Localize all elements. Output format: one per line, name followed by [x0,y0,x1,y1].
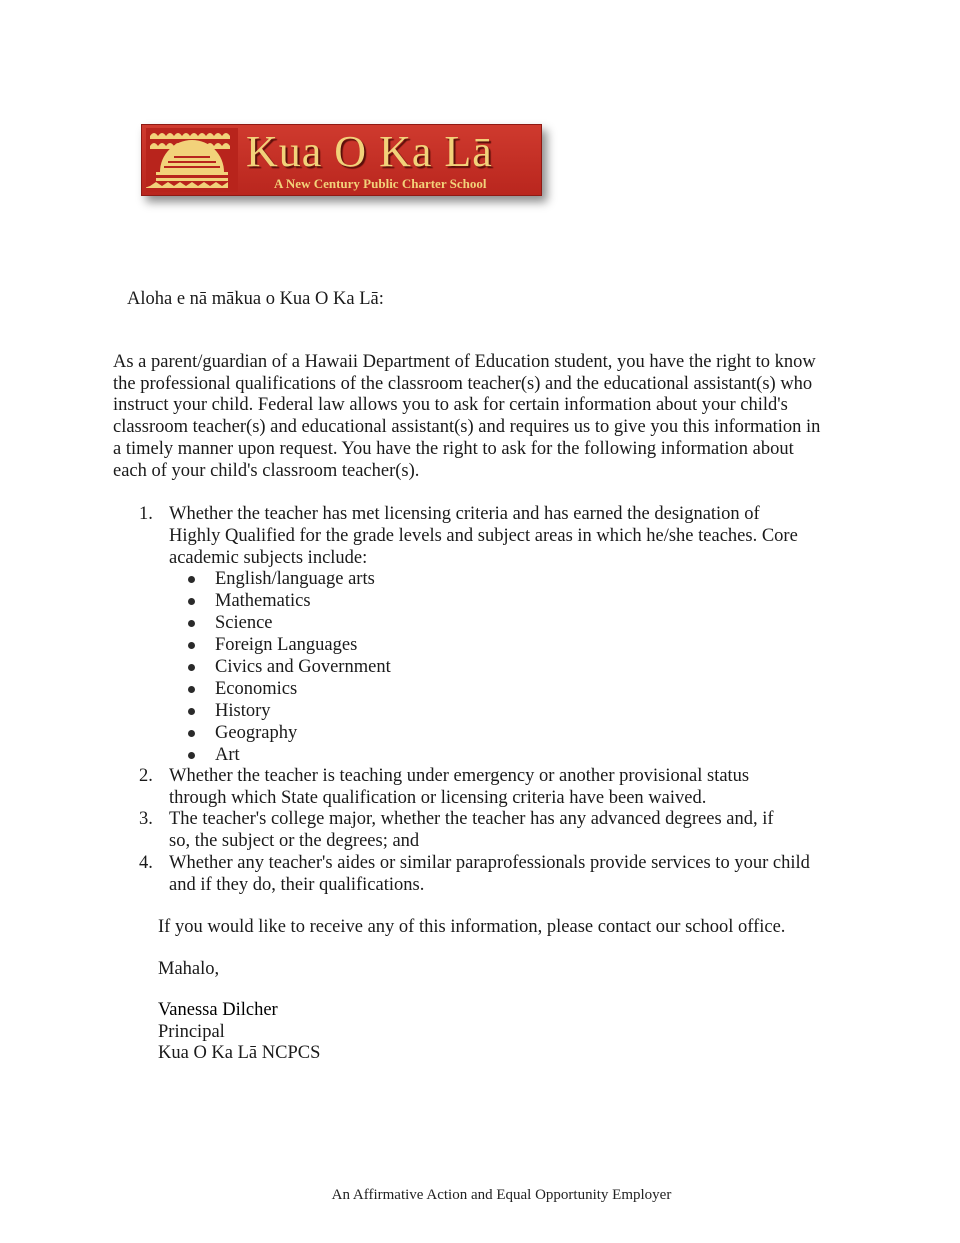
list-item-line: so, the subject or the degrees; and [169,830,420,851]
list-item-line: Whether any teacher's aides or similar paraprofessionals provide services to your child [169,853,810,873]
list-item-line: and if they do, their qualifications. [169,874,425,895]
greeting: Aloha e nā mākua o Kua O Ka Lā: [127,289,384,309]
list-number: 3. [139,809,153,829]
intro-line: each of your child's classroom teacher(s). [113,460,420,481]
list-item-line: through which State qualification or licensing criteria have been waived. [169,787,707,808]
list-item-line: Whether the teacher is teaching under emergency or another provisional status [169,766,750,786]
list-item-line: The teacher's college major, whether the teacher has any advanced degrees and, if [169,809,774,829]
list-item-line: academic subjects include: [169,547,368,568]
closing-sentence: If you would like to receive any of this information, please contact our school office. [158,917,786,937]
signoff: Mahalo, [158,959,220,979]
list-item-text [169,809,774,853]
bullet-icon [188,708,195,715]
school-logo [141,124,542,196]
subject-label: English/language arts [215,569,375,589]
intro-line: As a parent/guardian of a Hawaii Department of Education student, you have the right to know [113,352,816,372]
list-number: 1. [139,504,153,524]
subject-label: Mathematics [215,591,311,611]
logo-tagline: A New Century Public Charter School [274,176,487,191]
signature-block [158,1000,320,1065]
bullet-icon [188,642,195,649]
bullet-icon [188,620,195,627]
list-item-text [169,853,810,897]
list-number: 4. [139,853,153,873]
intro-line: a timely manner upon request. You have the right to ask for the following information about [113,438,794,459]
bullet-icon [188,730,195,737]
signatory-school: Kua O Ka Lā NCPCS [158,1043,321,1063]
logo-school-name: Kua O Ka Lā [246,127,493,176]
footer-statement: An Affirmative Action and Equal Opportunity Employer [331,1187,672,1203]
subject-label: Economics [215,679,298,699]
subject-label: Art [215,745,240,765]
intro-line: the professional qualifications of the classroom teacher(s) and the educational assistant(s) who [113,373,813,394]
subject-label: Geography [215,723,298,743]
bullet-icon [188,686,195,693]
subject-label: Science [215,613,273,633]
list-number: 2. [139,766,153,786]
intro-line: instruct your child. Federal law allows you to ask for certain information about your child's [113,395,788,416]
signatory-title: Principal [158,1021,225,1042]
subject-label: History [215,701,271,721]
rising-sun-emblem-icon [146,128,238,192]
list-item-line: Whether the teacher has met licensing criteria and has earned the designation of [169,504,760,524]
subject-label: Civics and Government [215,657,391,677]
list-item-text [169,504,798,569]
subject-label: Foreign Languages [215,635,358,655]
list-item-text [169,766,749,810]
signatory-name: Vanessa Dilcher [158,1000,278,1020]
intro-line: classroom teacher(s) and educational assistant(s) and requires us to give you this information in [113,417,821,438]
bullet-icon [188,598,195,605]
bullet-icon [188,576,195,583]
intro-paragraph [113,352,853,482]
list-item-line: Highly Qualified for the grade levels and subject areas in which he/she teaches. Core [169,525,798,546]
bullet-icon [188,752,195,759]
bullet-icon [188,664,195,671]
